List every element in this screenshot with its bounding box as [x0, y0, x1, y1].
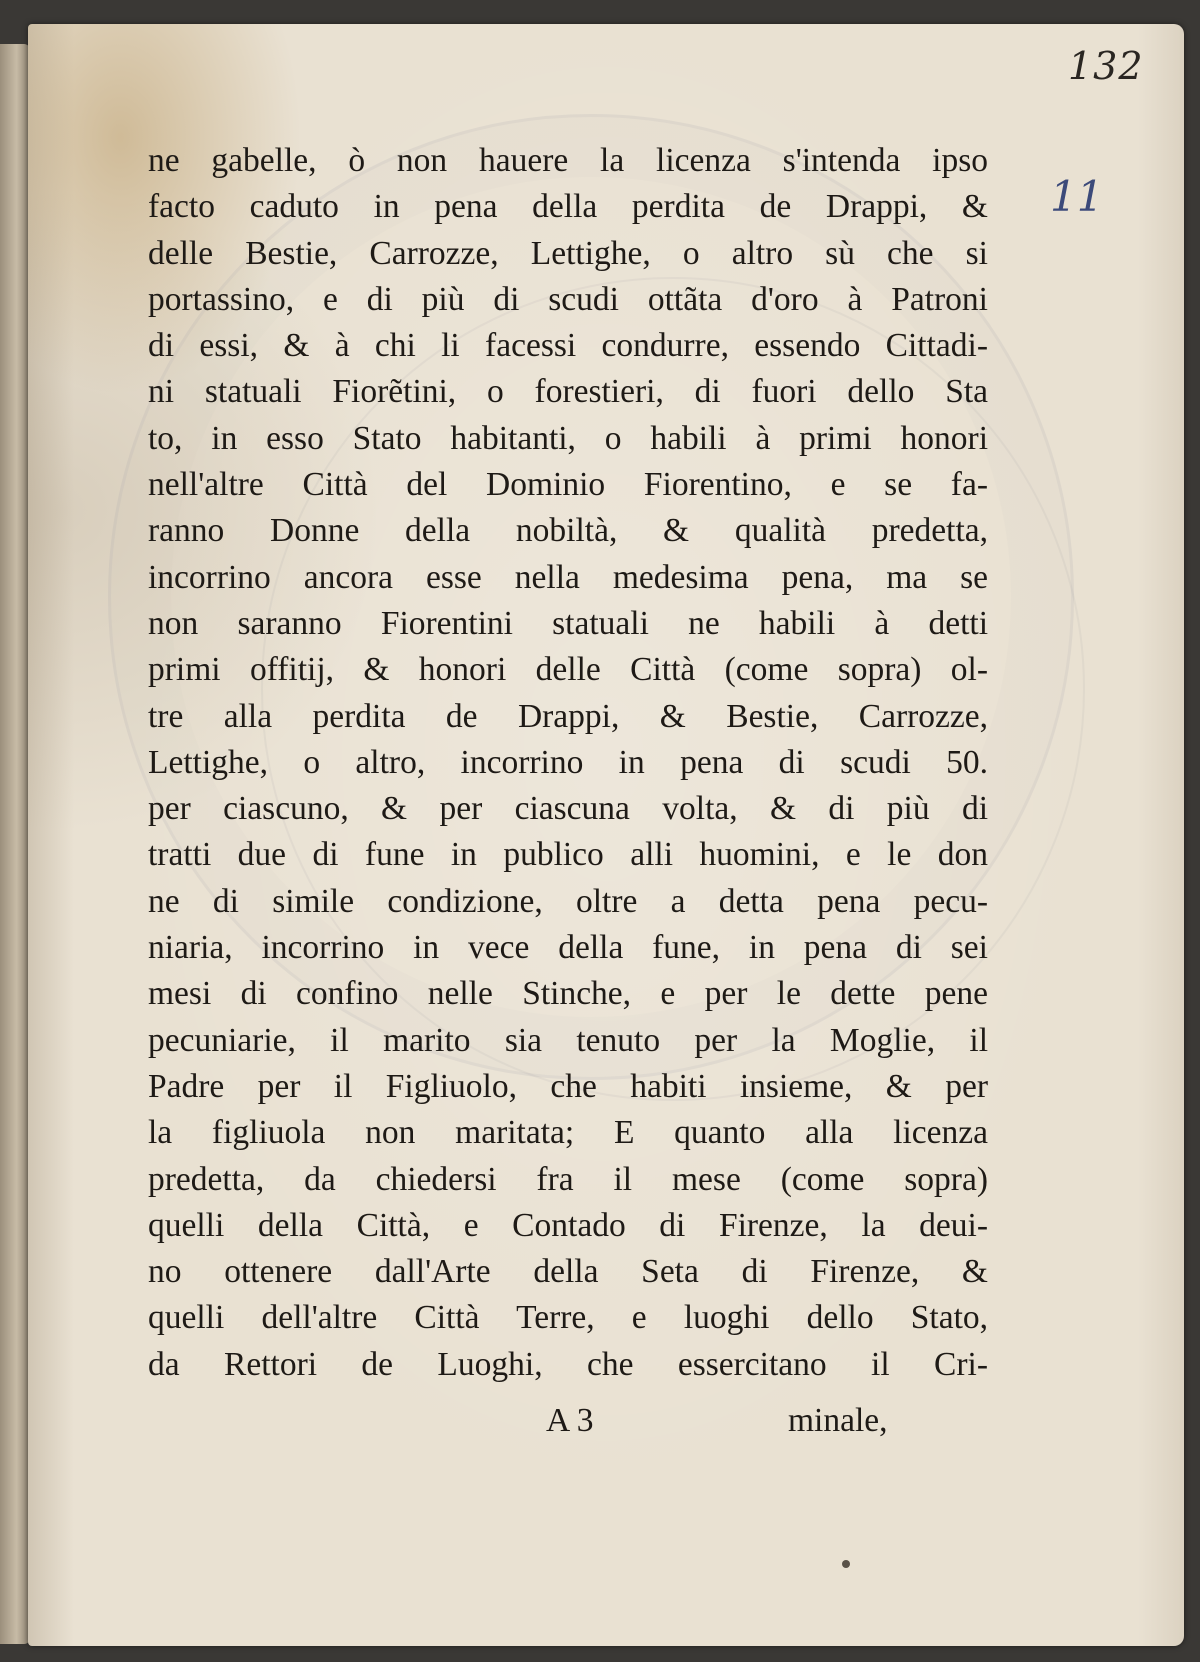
text-line: non saranno Fiorentini statuali ne habili à detti: [148, 604, 988, 642]
text-line: predetta, da chiedersi fra il mese (come sopra): [148, 1160, 988, 1198]
catchword: minale,: [788, 1402, 888, 1439]
text-line: Padre per il Figliuolo, che habiti insieme, & per: [148, 1067, 988, 1105]
page-footer-line: [0, 1402, 1200, 1452]
text-line: portassino, e di più di scudi ottãta d'oro à Patroni: [148, 280, 988, 318]
text-line: mesi di confino nelle Stinche, e per le dette pene: [148, 975, 988, 1013]
ink-spot: [842, 1560, 850, 1568]
text-line: niaria, incorrino in vece della fune, in pena di sei: [148, 929, 988, 967]
text-line: da Rettori de Luoghi, che essercitano il Cri-: [148, 1345, 988, 1383]
text-line: per ciascuno, & per ciascuna volta, & di più di: [148, 790, 988, 828]
margin-number: 11: [1050, 172, 1104, 221]
text-line: ranno Donne della nobiltà, & qualità predetta,: [148, 512, 988, 550]
text-line: no ottenere dall'Arte della Seta di Firenze, &: [148, 1253, 988, 1291]
text-line: ne gabelle, ò non hauere la licenza s'intenda ipso: [148, 142, 988, 179]
text-line: nell'altre Città del Dominio Fiorentino, e se fa-: [148, 466, 988, 504]
text-line: ne di simile condizione, oltre a detta pena pecu-: [148, 882, 988, 920]
page-text-block: [148, 138, 988, 1388]
text-line: Lettighe, o altro, incorrino in pena di scudi 50.: [148, 743, 988, 781]
text-line: primi offitij, & honori delle Città (come sopra) ol-: [148, 651, 988, 689]
text-line: la figliuola non maritata; E quanto alla licenza: [148, 1114, 988, 1152]
text-line: quelli della Città, e Contado di Firenze, la deui-: [148, 1206, 988, 1244]
text-line: quelli dell'altre Città Terre, e luoghi dello Stato,: [148, 1299, 988, 1337]
text-line: pecuniarie, il marito sia tenuto per la Moglie, il: [148, 1021, 988, 1059]
folio-number: 132: [1068, 44, 1144, 88]
text-line: incorrino ancora esse nella medesima pena, ma se: [148, 558, 988, 596]
signature-mark: A 3: [546, 1402, 594, 1439]
text-line: to, in esso Stato habitanti, o habili à primi honori: [148, 419, 988, 457]
text-line: facto caduto in pena della perdita de Drappi, &: [148, 188, 988, 226]
text-line: delle Bestie, Carrozze, Lettighe, o altro sù che si: [148, 234, 988, 272]
text-line: di essi, & à chi li facessi condurre, essendo Cittadi-: [148, 327, 988, 365]
text-line: tratti due di fune in publico alli huomini, e le don: [148, 836, 988, 874]
text-line: tre alla perdita de Drappi, & Bestie, Carrozze,: [148, 697, 988, 735]
text-line: ni statuali Fiorẽtini, o forestieri, di fuori dello Sta: [148, 373, 988, 411]
